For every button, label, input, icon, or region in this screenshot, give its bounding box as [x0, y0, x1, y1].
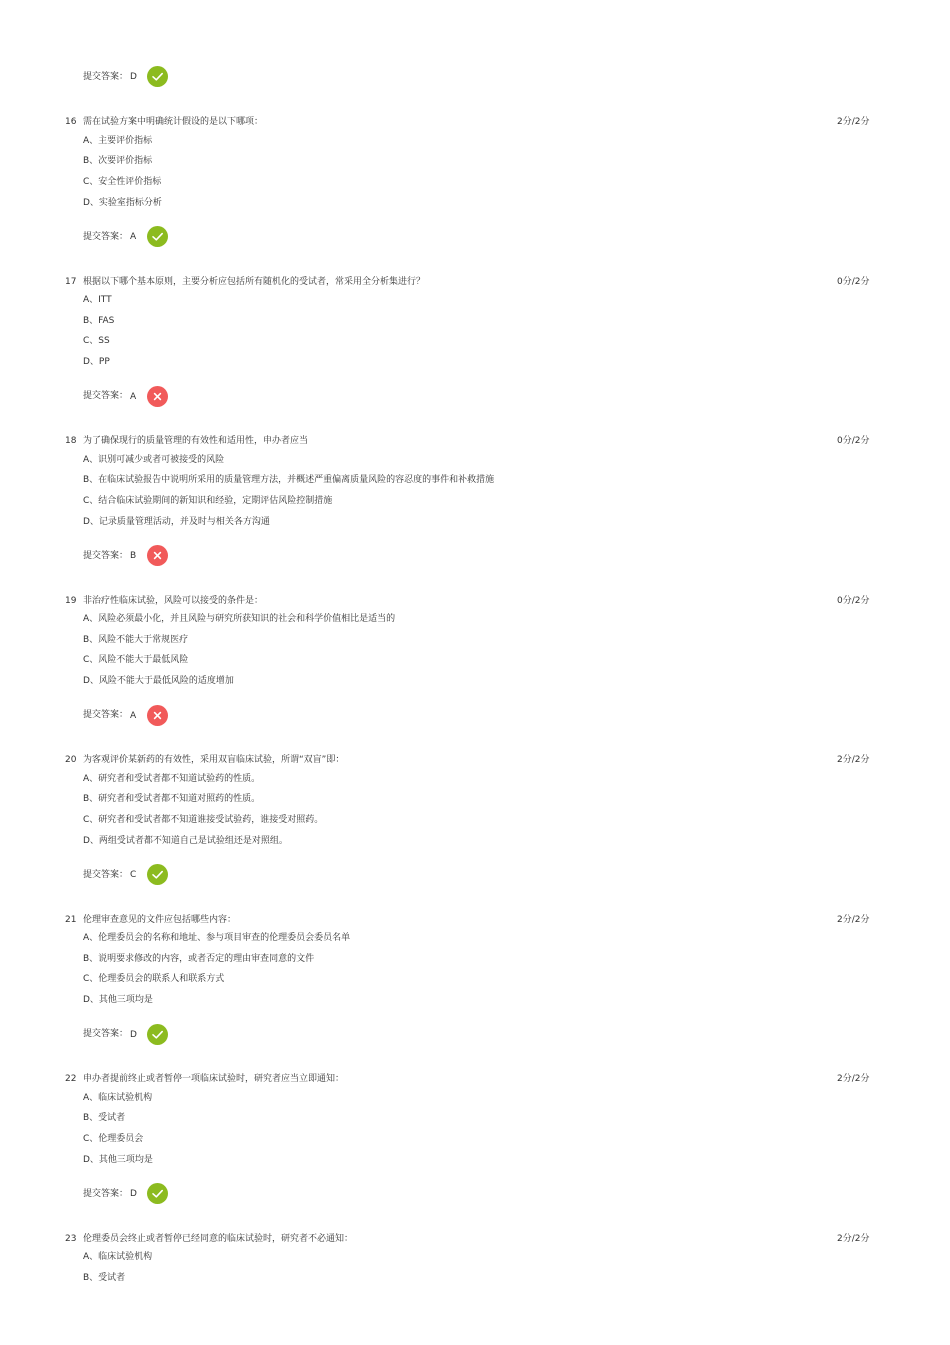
option-item: C、伦理委员会	[83, 1133, 144, 1144]
question-text: 为客观评价某新药的有效性，采用双盲临床试验，所谓“双盲”即：	[83, 755, 345, 765]
question-number: 21	[65, 914, 77, 925]
option-item: D、其他三项均是	[83, 995, 153, 1006]
answer-label: 提交答案：	[83, 391, 129, 401]
option-item: B、说明要求修改的内容，或者否定的理由审查同意的文件	[83, 953, 315, 964]
question-text: 需在试验方案中明确统计假设的是以下哪项：	[83, 117, 264, 127]
answer-label: 提交答案：	[83, 1029, 129, 1039]
wrong-icon	[147, 545, 168, 566]
answer-value: B	[130, 551, 137, 561]
question-text: 根据以下哪个基本原则，主要分析应包括所有随机化的受试者，常采用全分析集进行？	[83, 276, 426, 287]
answer-value: D	[130, 1189, 137, 1199]
option-item: B、受试者	[83, 1272, 126, 1283]
answer-row	[83, 226, 136, 248]
option-item: A、主要评价指标	[83, 135, 153, 146]
answer-label: 提交答案：	[83, 710, 129, 720]
option-item: D、实验室指标分析	[83, 197, 162, 208]
option-item: B、次要评价指标	[83, 156, 153, 167]
question-score: 2分/2分	[837, 1233, 870, 1244]
question-number: 19	[65, 595, 77, 606]
question-score: 2分/2分	[837, 117, 870, 127]
option-item: A、ITT	[83, 295, 112, 305]
correct-icon	[147, 1024, 168, 1045]
question-number: 17	[65, 276, 77, 287]
question-score: 0分/2分	[837, 436, 870, 446]
answer-row	[83, 386, 136, 408]
option-item: C、伦理委员会的联系人和联系方式	[83, 974, 225, 985]
answer-label: 提交答案：	[83, 71, 129, 82]
question-text: 申办者提前终止或者暂停一项临床试验时，研究者应当立即通知：	[83, 1074, 345, 1084]
answer-value: D	[130, 72, 137, 82]
answer-row	[83, 1183, 137, 1205]
question-text: 非治疗性临床试验，风险可以接受的条件是：	[83, 595, 264, 606]
option-item: D、记录质量管理活动，并及时与相关各方沟通	[83, 516, 270, 527]
question-score: 0分/2分	[837, 595, 870, 606]
option-item: C、SS	[83, 336, 110, 347]
answer-row	[83, 864, 136, 886]
question-number: 16	[65, 117, 77, 127]
question-number: 18	[65, 436, 77, 446]
question-text: 伦理审查意见的文件应包括哪些内容：	[83, 914, 237, 925]
answer-row	[83, 545, 136, 567]
question-number: 20	[65, 755, 77, 765]
option-item: C、安全性评价指标	[83, 176, 162, 187]
answer-value: D	[130, 1029, 137, 1040]
option-item: B、受试者	[83, 1113, 126, 1124]
question-number: 22	[65, 1074, 77, 1084]
answer-row	[83, 1024, 137, 1046]
answer-label: 提交答案：	[83, 231, 129, 242]
answer-label: 提交答案：	[83, 1188, 129, 1199]
option-item: B、研究者和受试者都不知道对照药的性质。	[83, 794, 261, 805]
option-item: D、两组受试者都不知道自己是试验组还是对照组。	[83, 835, 288, 846]
correct-icon	[147, 66, 168, 87]
correct-icon	[147, 1183, 168, 1204]
option-item: B、风险不能大于常规医疗	[83, 634, 189, 645]
option-item: A、识别可减少或者可被接受的风险	[83, 454, 225, 465]
option-item: A、临床试验机构	[83, 1092, 153, 1103]
correct-icon	[147, 864, 168, 885]
question-score: 2分/2分	[837, 1074, 870, 1084]
answer-row	[83, 705, 136, 727]
wrong-icon	[147, 386, 168, 407]
question-score: 2分/2分	[837, 755, 870, 765]
answer-row	[83, 66, 137, 88]
answer-label: 提交答案：	[83, 869, 129, 880]
answer-value: C	[130, 870, 137, 880]
option-item: C、研究者和受试者都不知道谁接受试验药，谁接受对照药。	[83, 814, 324, 825]
answer-value: A	[130, 710, 137, 721]
answer-label: 提交答案：	[83, 550, 129, 561]
question-number: 23	[65, 1233, 77, 1244]
option-item: A、研究者和受试者都不知道试验药的性质。	[83, 773, 261, 784]
answer-value: A	[130, 232, 137, 242]
question-text: 伦理委员会终止或者暂停已经同意的临床试验时，研究者不必通知：	[83, 1233, 354, 1244]
option-item: C、风险不能大于最低风险	[83, 655, 189, 666]
option-item: D、风险不能大于最低风险的适度增加	[83, 676, 234, 687]
option-item: B、FAS	[83, 315, 115, 326]
correct-icon	[147, 226, 168, 247]
option-item: B、在临床试验报告中说明所采用的质量管理方法，并概述严重偏离质量风险的容忍度的事件和补救措施	[83, 475, 495, 486]
option-item: A、风险必须最小化，并且风险与研究所获知识的社会和科学价值相比是适当的	[83, 614, 396, 624]
question-score: 0分/2分	[837, 276, 870, 287]
option-item: A、伦理委员会的名称和地址、参与项目审查的伦理委员会委员名单	[83, 933, 351, 943]
option-item: D、PP	[83, 357, 110, 368]
question-text: 为了确保现行的质量管理的有效性和适用性，申办者应当	[83, 436, 309, 446]
option-item: C、结合临床试验期间的新知识和经验，定期评估风险控制措施	[83, 495, 333, 506]
answer-value: A	[130, 391, 137, 402]
option-item: A、临床试验机构	[83, 1252, 153, 1262]
question-score: 2分/2分	[837, 914, 870, 925]
option-item: D、其他三项均是	[83, 1154, 153, 1165]
wrong-icon	[147, 705, 168, 726]
